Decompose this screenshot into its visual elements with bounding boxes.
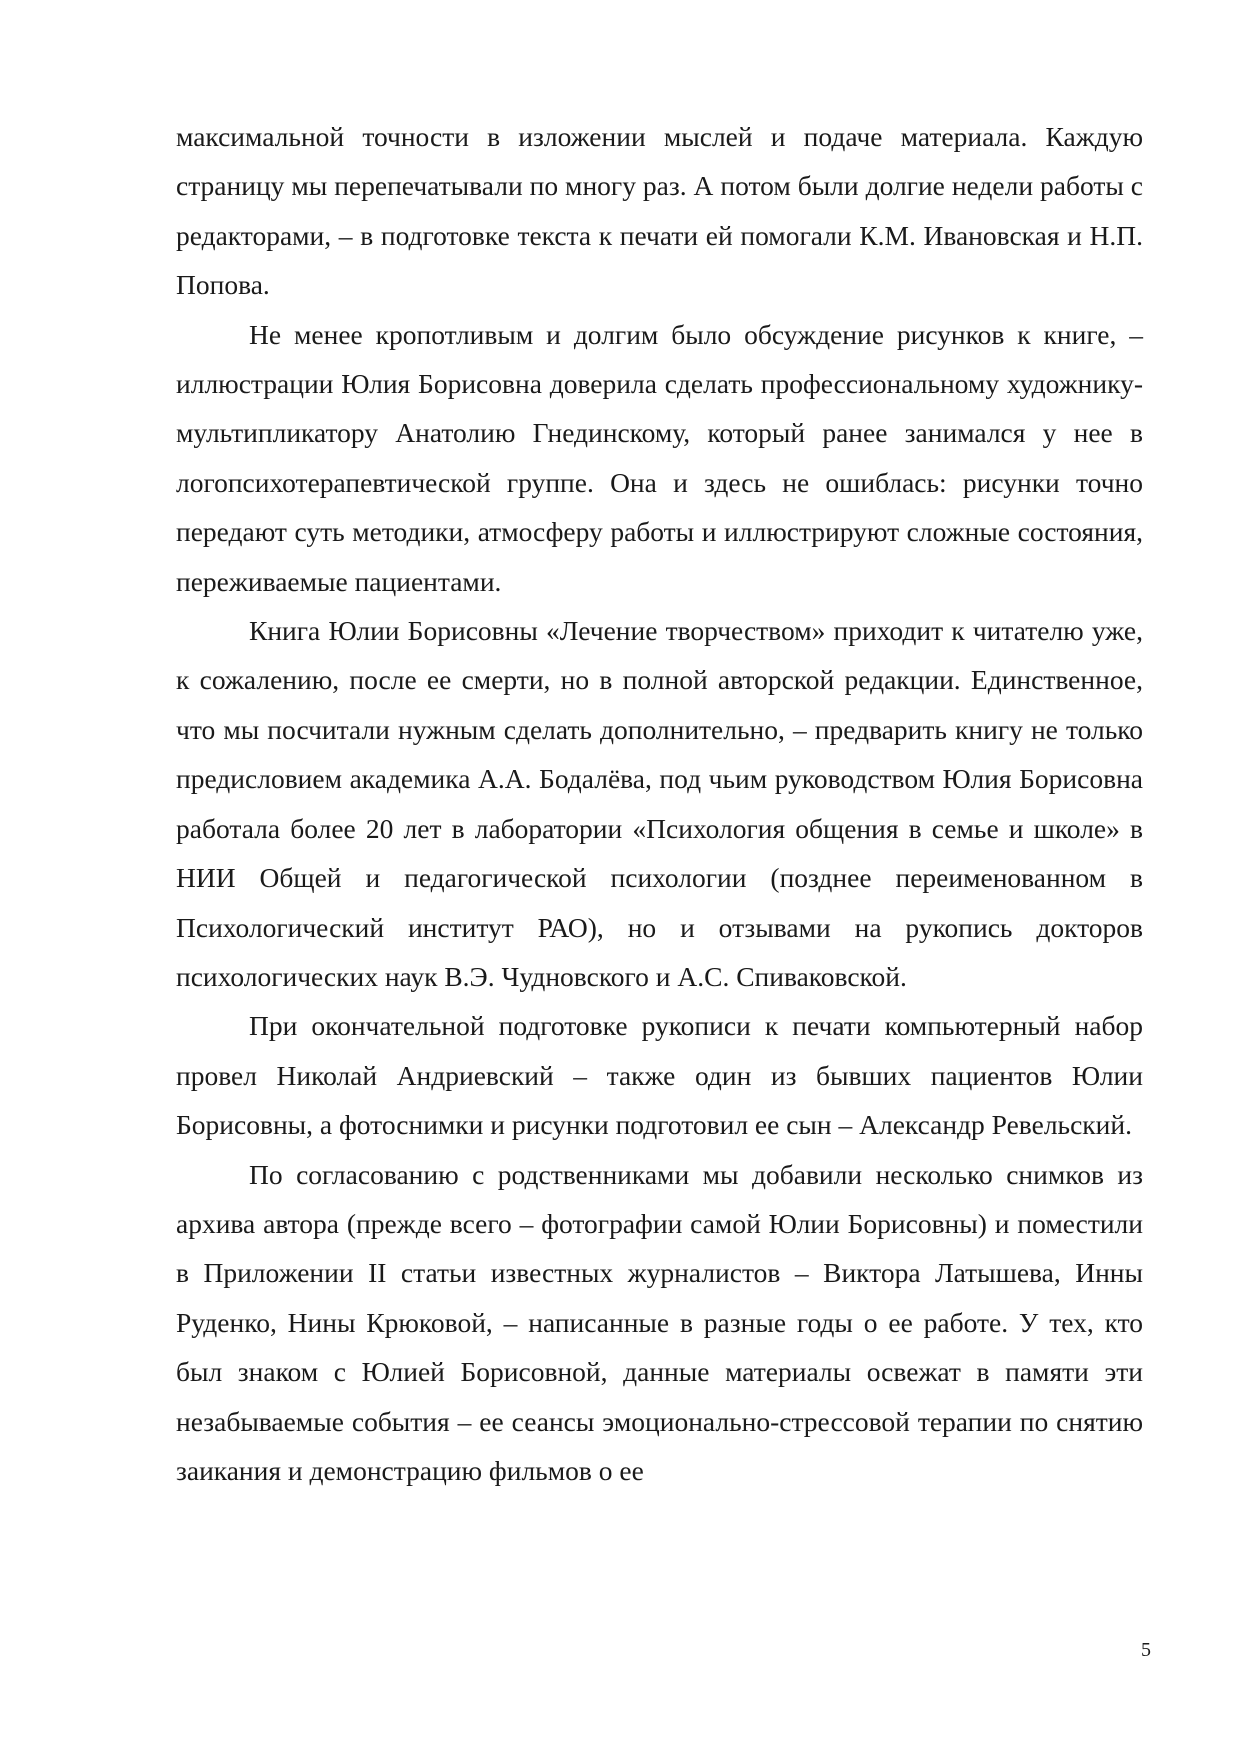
paragraph-2: Не менее кропотливым и долгим было обсуждение рисунков к книге, – иллюстрации Юлия Борисовна доверила сделать профессиональному художнику-мультипликатору Анатолию Гнединскому, который ранее занимался у нее в логопсихотерапевтической группе. Она и здесь не ошиблась: рисунки точно передают суть методики, атмосферу работы и иллюстрируют сложные состояния, переживаемые пациентами. bbox=[176, 318, 1143, 597]
paragraph-5: По согласованию с родственниками мы добавили несколько снимков из архива автора (прежде всего – фотографии самой Юлии Борисовны) и поместили в Приложении II статьи известных журналистов – Виктора Латышева, Инны Руденко, Нины Крюковой, – написанные в разные годы о ее работе. У тех, кто был знаком с Юлией Борисовной, данные материалы освежат в памяти эти незабываемые события – ее сеансы эмоционально-стрессовой терапии по снятию заикания и демонстрацию фильмов о ее bbox=[176, 1158, 1143, 1486]
paragraph-3: Книга Юлии Борисовны «Лечение творчеством» приходит к читателю уже, к сожалению, после ее смерти, но в полной авторской редакции. Единственное, что мы посчитали нужным сделать дополнительно, – предварить книгу не только предисловием академика А.А. Бодалёва, под чьим руководством Юлия Борисовна работала более 20 лет в лаборатории «Психология общения в семье и школе» в НИИ Общей и педагогической психологии (позднее переименованном в Психологический институт РАО), но и отзывами на рукопись докторов психологических наук В.Э. Чудновского и А.С. Спиваковской. bbox=[176, 615, 1143, 992]
body-text bbox=[176, 112, 1143, 1495]
paragraph-4: При окончательной подготовке рукописи к печати компьютерный набор провел Николай Андриевский – также один из бывших пациентов Юлии Борисовны, а фотоснимки и рисунки подготовил ее сын – Александр Ревельский. bbox=[176, 1010, 1143, 1141]
paragraph-1: максимальной точности в изложении мыслей и подаче материала. Каждую страницу мы перепечатывали по многу раз. А потом были долгие недели работы с редакторами, – в подготовке текста к печати ей помогали К.М. Ивановская и Н.П. Попова. bbox=[176, 121, 1143, 301]
page-number: 5 bbox=[1141, 1639, 1151, 1661]
